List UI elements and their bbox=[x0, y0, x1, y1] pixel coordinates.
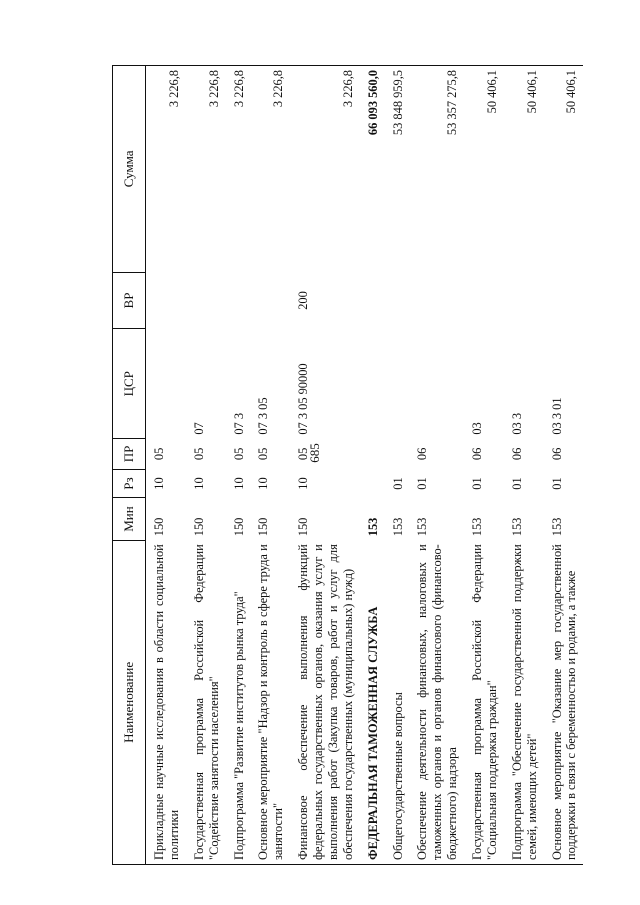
cell-name: Обеспечение деятельности финансовых, налоговых и таможенных органов и органов финансового (финансово-бюджетного) надзора bbox=[409, 540, 464, 864]
cell-csr: 07 bbox=[191, 422, 206, 435]
cell-min: 153 bbox=[415, 517, 430, 537]
cell-csr bbox=[409, 329, 464, 439]
cell-pr bbox=[360, 439, 385, 470]
cell-vr bbox=[385, 272, 410, 329]
cell-min: 153 bbox=[549, 517, 564, 537]
cell-vr bbox=[226, 272, 251, 329]
cell-vr bbox=[146, 272, 186, 329]
cell-pr: 06 bbox=[509, 447, 524, 461]
table-row bbox=[409, 66, 464, 865]
budget-table bbox=[112, 65, 583, 865]
cell-pr: 05 bbox=[191, 447, 206, 461]
table-body bbox=[146, 66, 584, 865]
cell-rz: 10 bbox=[152, 477, 166, 490]
cell-csr bbox=[385, 329, 410, 439]
cell-sum: 50 406,1 bbox=[464, 66, 504, 273]
cell-name: Основное мероприятие "Оказание мер государственной поддержки в связи с беременностью и родами, а также bbox=[544, 540, 584, 864]
table-row bbox=[360, 66, 385, 865]
cell-rz bbox=[360, 469, 385, 498]
cell-pr: 05 bbox=[296, 447, 311, 461]
cell-rz: 01 bbox=[470, 477, 484, 490]
cell-pr: 05 bbox=[231, 447, 246, 461]
cell-sum: 3 226,8 bbox=[186, 66, 226, 273]
cell-min: 150 bbox=[191, 517, 206, 537]
cell-vr bbox=[409, 272, 464, 329]
cell-pr: 05 bbox=[152, 447, 166, 461]
cell-vr bbox=[360, 272, 385, 329]
cell-rz: 10 bbox=[256, 477, 271, 490]
cell-rz: 10 bbox=[231, 477, 246, 490]
cell-sum: 3 226,8 bbox=[146, 66, 186, 273]
cell-pr: 06 bbox=[470, 447, 484, 461]
table-row bbox=[464, 66, 504, 865]
cell-csr bbox=[360, 329, 385, 439]
cell-min: 153 bbox=[365, 517, 380, 537]
header-rz: Рз bbox=[113, 469, 146, 498]
table-row bbox=[544, 66, 584, 865]
table-row bbox=[226, 66, 251, 865]
cell-name: Подпрограмма "Развитие институтов рынка труда" bbox=[226, 540, 251, 864]
header-name: Наименование bbox=[113, 540, 146, 864]
cell-min: 150 bbox=[256, 517, 271, 537]
table-row bbox=[146, 66, 186, 865]
budget-table-rotated bbox=[112, 65, 597, 865]
cell-sum: 50 406,1 bbox=[504, 66, 544, 273]
cell-csr: 03 3 01 bbox=[549, 397, 564, 435]
cell-min: 150 bbox=[231, 517, 246, 537]
cell-pr: 06 bbox=[415, 447, 430, 461]
cell-name: Общегосударственные вопросы bbox=[385, 540, 410, 864]
page-number: 685 bbox=[306, 443, 322, 463]
cell-rz: 01 bbox=[509, 477, 524, 490]
header-csr: ЦСР bbox=[113, 329, 146, 439]
cell-vr bbox=[464, 272, 504, 329]
cell-vr bbox=[186, 272, 226, 329]
cell-csr bbox=[146, 329, 186, 439]
header-sum: Сумма bbox=[113, 66, 146, 273]
cell-csr: 07 3 05 bbox=[256, 397, 271, 435]
cell-csr: 07 3 bbox=[231, 412, 246, 435]
cell-name: Финансовое обеспечение выполнения функций федеральных государственных органов, оказания услуг и выполнения работ (Закупка товаров, работ и услуг для обеспечения государственных (муниципальных) нужд) bbox=[290, 540, 360, 864]
cell-name: Государственная программа Российской Федерации "Социальная поддержка граждан" bbox=[464, 540, 504, 864]
cell-name: Государственная программа Российской Федерации "Содействие занятости населения" bbox=[186, 540, 226, 864]
cell-pr: 05 bbox=[256, 447, 271, 461]
cell-rz: 01 bbox=[549, 477, 564, 490]
cell-min: 150 bbox=[152, 517, 166, 537]
header-vr: ВР bbox=[113, 272, 146, 329]
cell-name: ФЕДЕРАЛЬНАЯ ТАМОЖЕННАЯ СЛУЖБА bbox=[360, 540, 385, 864]
cell-min: 153 bbox=[390, 517, 405, 537]
cell-rz: 10 bbox=[191, 477, 206, 490]
table-row bbox=[504, 66, 544, 865]
cell-sum: 3 226,8 bbox=[226, 66, 251, 273]
cell-sum: 3 226,8 bbox=[290, 66, 360, 273]
cell-sum: 66 093 560,0 bbox=[360, 66, 385, 273]
header-pr: ПР bbox=[113, 439, 146, 470]
cell-name: Прикладные научные исследования в области социальной политики bbox=[146, 540, 186, 864]
cell-pr bbox=[385, 439, 410, 470]
cell-min: 153 bbox=[470, 517, 484, 537]
cell-min: 150 bbox=[296, 517, 311, 537]
cell-pr: 06 bbox=[549, 447, 564, 461]
cell-vr bbox=[504, 272, 544, 329]
cell-sum: 53 357 275,8 bbox=[409, 66, 464, 273]
table-row bbox=[385, 66, 410, 865]
table-row bbox=[186, 66, 226, 865]
cell-name: Подпрограмма "Обеспечение государственной поддержки семей, имеющих детей" bbox=[504, 540, 544, 864]
cell-csr: 07 3 05 90000 bbox=[296, 363, 311, 435]
table-row bbox=[250, 66, 290, 865]
cell-vr bbox=[544, 272, 584, 329]
cell-csr: 03 3 bbox=[509, 412, 524, 435]
table-header-row bbox=[113, 66, 146, 865]
cell-min: 153 bbox=[509, 517, 524, 537]
cell-rz: 01 bbox=[415, 477, 430, 490]
table-row bbox=[290, 66, 360, 865]
cell-csr: 03 bbox=[470, 422, 484, 435]
cell-sum: 3 226,8 bbox=[250, 66, 290, 273]
header-min: Мин bbox=[113, 498, 146, 540]
cell-rz: 10 bbox=[296, 477, 311, 490]
cell-sum: 50 406,1 bbox=[544, 66, 584, 273]
cell-sum: 53 848 959,5 bbox=[385, 66, 410, 273]
cell-name: Основное мероприятие "Надзор и контроль в сфере труда и занятости" bbox=[250, 540, 290, 864]
cell-vr bbox=[250, 272, 290, 329]
cell-vr: 200 bbox=[296, 291, 311, 310]
cell-rz: 01 bbox=[390, 477, 405, 490]
